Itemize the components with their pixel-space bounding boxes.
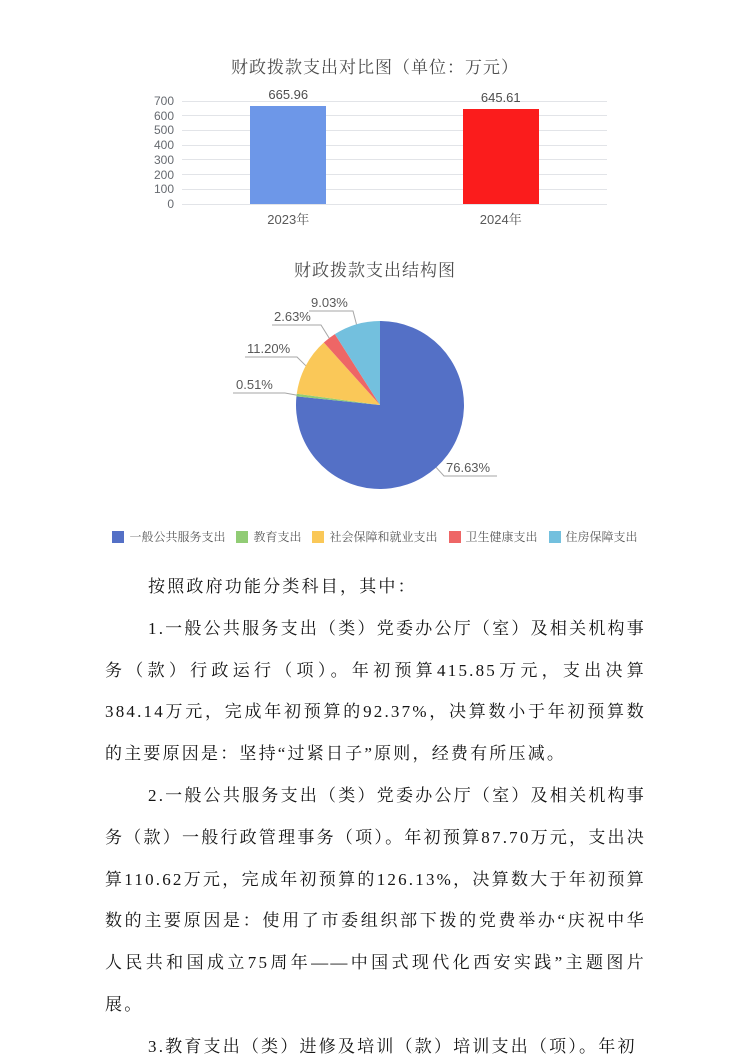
pie-legend xyxy=(0,528,750,545)
gridline xyxy=(182,130,607,131)
legend-item xyxy=(312,528,437,545)
legend-color-swatch xyxy=(236,531,248,543)
legend-label: 卫生健康支出 xyxy=(465,530,538,544)
legend-color-swatch xyxy=(112,531,124,543)
gridline xyxy=(182,101,607,102)
gridline xyxy=(182,189,607,190)
pie-label-leader-line xyxy=(233,393,297,395)
y-axis-tick-label: 300 xyxy=(153,152,174,167)
y-axis-tick-label: 200 xyxy=(153,167,174,182)
legend-item xyxy=(236,528,301,545)
y-axis-tick-label: 0 xyxy=(167,197,174,211)
x-axis-category-label: 2023年 xyxy=(267,212,310,227)
legend-label: 住房保障支出 xyxy=(565,530,638,544)
pie-percent-label: 0.51% xyxy=(236,377,273,392)
pie-label-leader-line xyxy=(272,325,329,338)
pie-chart xyxy=(0,282,750,530)
y-axis-tick-label: 600 xyxy=(153,108,174,123)
report-text xyxy=(105,566,646,1061)
gridline xyxy=(182,159,607,160)
legend-item xyxy=(549,528,638,545)
bar-value-label: 645.61 xyxy=(480,90,521,105)
y-axis-tick-label: 100 xyxy=(153,182,174,197)
pie-percent-label: 9.03% xyxy=(311,295,348,310)
gridline xyxy=(182,204,607,205)
pie-percent-label: 11.20% xyxy=(247,341,291,356)
y-axis-tick-label: 700 xyxy=(153,94,174,108)
legend-label: 教育支出 xyxy=(253,530,302,544)
pie-label-leader-line xyxy=(245,357,306,366)
gridline xyxy=(182,115,607,116)
bar-chart xyxy=(0,0,750,240)
legend-label: 一般公共服务支出 xyxy=(129,530,226,544)
bar xyxy=(463,109,539,204)
legend-color-swatch xyxy=(312,531,324,543)
legend-color-swatch xyxy=(549,531,561,543)
y-axis-tick-label: 400 xyxy=(153,138,174,153)
y-axis-tick-label: 500 xyxy=(153,123,174,138)
paragraph-item-3: 3.教育支出（类）进修及培训（款）培训支出（项）。年初 xyxy=(148,1036,637,1056)
x-axis-category-label: 2024年 xyxy=(479,212,522,227)
pie-percent-label: 2.63% xyxy=(274,309,311,324)
gridline xyxy=(182,145,607,146)
pie-label-leader-line xyxy=(309,311,357,324)
paragraph-item-1: 1.一般公共服务支出（类）党委办公厅（室）及相关机构事务（款）行政运行（项）。年初预算415.85万元，支出决算384.14万元，完成年初预算的92.37%，决算数小于年初预算数的主要原因是：坚持“过紧日子”原则，经费有所压减。 xyxy=(105,618,646,764)
legend-item xyxy=(449,528,538,545)
bar-chart-title: 财政拨款支出对比图（单位：万元） xyxy=(231,58,519,77)
pie-percent-label: 76.63% xyxy=(446,460,491,475)
legend-item xyxy=(112,528,225,545)
paragraph-item-2: 2.一般公共服务支出（类）党委办公厅（室）及相关机构事务（款）一般行政管理事务（项）。年初预算87.70万元，支出决算110.62万元，完成年初预算的126.13%，决算数大于年初预算数的主要原因是：使用了市委组织部下拨的党费举办“庆祝中华人民共和国成立75周年——中国式现代化西安实践”主题图片展。 xyxy=(105,785,646,1014)
legend-color-swatch xyxy=(449,531,461,543)
paragraph-intro: 按照政府功能分类科目，其中： xyxy=(148,577,417,596)
gridline xyxy=(182,174,607,175)
legend-label: 社会保障和就业支出 xyxy=(329,530,438,544)
pie-chart-title: 财政拨款支出结构图 xyxy=(294,261,456,280)
bar xyxy=(250,106,326,204)
bar-value-label: 665.96 xyxy=(268,87,309,102)
